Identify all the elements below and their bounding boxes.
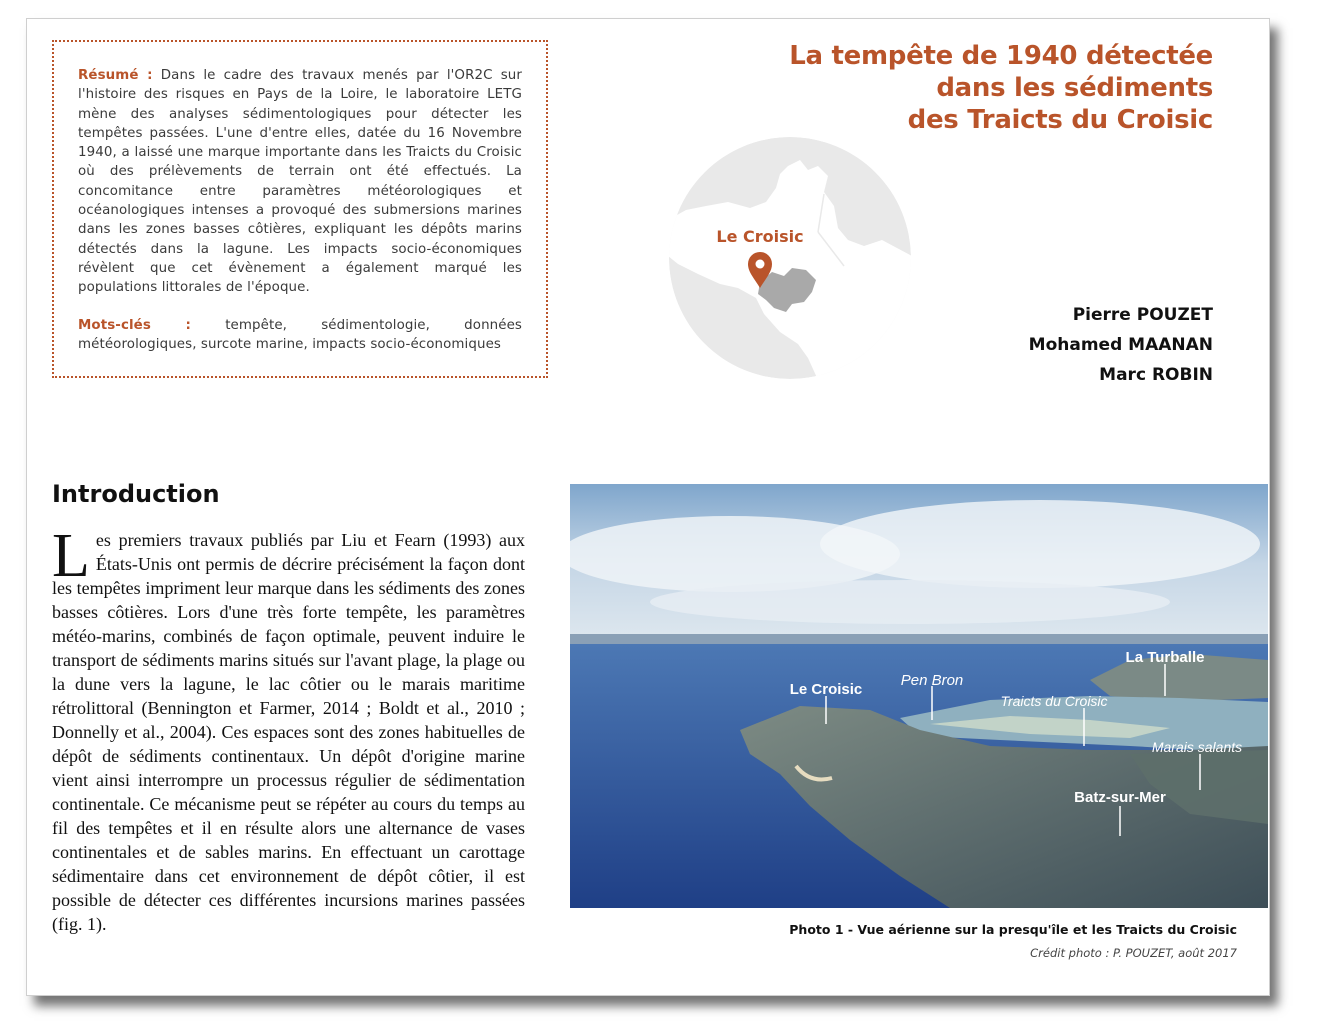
map-label: Le Croisic — [716, 227, 804, 246]
photo-label-la-turballe: La Turballe — [1125, 649, 1205, 666]
photo-cloud — [820, 500, 1260, 588]
intro-body: es premiers travaux publiés par Liu et Fearn (1993) aux États-Unis ont permis de décrire précisément la façon dont les tempêtes impriment leur marque dans les sédiments des zones basses côtières. Lors d'une très forte tempête, les paramètres météo-marins, combinés de façon optimale, peuvent induire le transport de sédiments marins situés sur l'avant plage, la plage ou la dune vers la lagune, le lac côtier ou le marais maritime rétrolittoral (Bennington et Farmer, 2014 ; Boldt et al., 2010 ; Donnelly et al., 2004). Ces espaces sont des zones habituelles de dépôt de sédiments continentaux. Un dépôt d'origine marine vient ainsi interrompre un processus régulier de sédimentation continentale. Ce mécanisme peut se répéter au cours du temps au fil des tempêtes et il en résulte alors une alternance de vases continentales et de sables marins. En effectuant un carottage sédimentaire dans cet environnement de dépôt côtier, il est possible de détecter ces différentes incursions marines passées (fig. 1). — [52, 530, 525, 934]
keywords-label: Mots-clés : — [78, 317, 191, 333]
photo-label-le-croisic: Le Croisic — [789, 681, 863, 698]
photo-credit: Crédit photo : P. POUZET, août 2017 — [1030, 946, 1237, 960]
abstract-box — [52, 40, 548, 378]
intro-dropcap: L — [52, 522, 90, 590]
abstract-keywords — [78, 316, 522, 355]
title-line-2: dans les sédiments — [936, 73, 1213, 103]
photo-cloud — [650, 580, 1170, 624]
intro-paragraph — [52, 522, 525, 936]
title-line-3: des Traicts du Croisic — [907, 105, 1213, 135]
article-title — [693, 40, 1213, 136]
location-map — [668, 136, 912, 380]
author-1: Pierre POUZET — [1072, 305, 1213, 325]
author-3: Marc ROBIN — [1099, 365, 1213, 385]
authors — [1029, 300, 1213, 390]
photo-label-batz: Batz-sur-Mer — [1074, 789, 1166, 806]
photo-label-marais: Marais salants — [1151, 739, 1243, 755]
photo-label-pen-bron: Pen Bron — [900, 672, 964, 689]
summary-label: Résumé : — [78, 68, 153, 83]
title-line-1: La tempête de 1940 détectée — [789, 41, 1213, 71]
aerial-photo — [570, 484, 1268, 908]
author-2: Mohamed MAANAN — [1028, 335, 1213, 355]
photo-label-traicts: Traicts du Croisic — [1000, 693, 1108, 709]
abstract-summary — [78, 66, 522, 298]
keywords-text: tempête, sédimentologie, données météorologiques, surcote marine, impacts socio-économiques — [78, 317, 523, 352]
photo-caption: Photo 1 - Vue aérienne sur la presqu'île et les Traicts du Croisic — [789, 922, 1237, 937]
summary-text: Dans le cadre des travaux menés par l'OR2C sur l'histoire des risques en Pays de la Loire, le laboratoire LETG mène des analyses sédimentologiques pour détecter les tempêtes passées. L'une d'entre elles, datée du 16 Novembre 1940, a laissé une marque importante dans les Traicts du Croisic où des prélèvements de terrain ont été effectués. La concomitance entre paramètres météorologiques et océanologiques intenses a provoqué des submersions marines dans les zones basses côtières, expliquant les dépôts marins détectés dans la lagune. Les impacts socio-économiques révèlent que cet évènement a également marqué les populations littorales de l'époque. — [78, 68, 522, 296]
intro-heading: Introduction — [52, 480, 220, 508]
